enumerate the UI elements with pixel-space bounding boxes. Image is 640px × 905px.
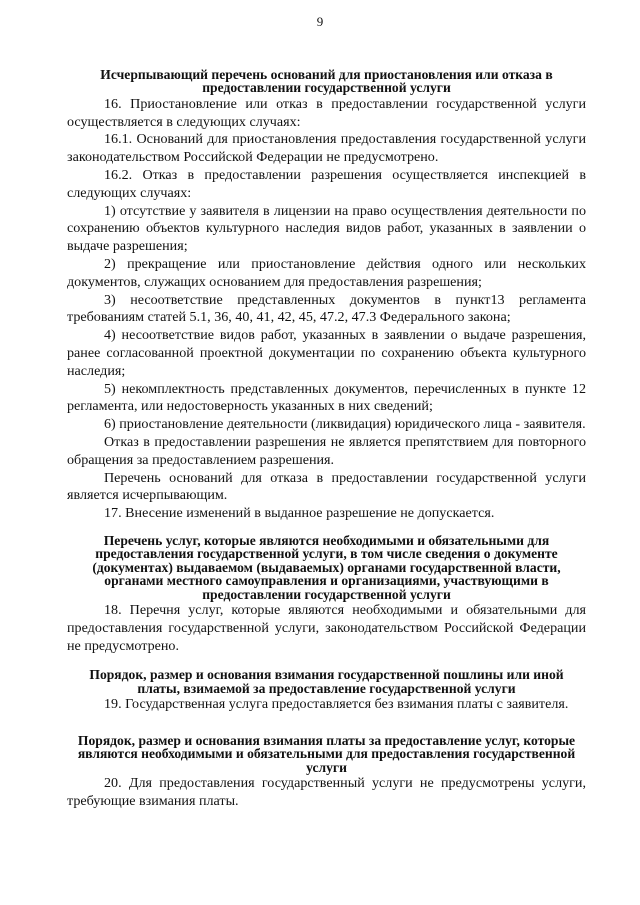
section-heading: Порядок, размер и основания взимания платы за предоставление услуг, которые являются необходимыми и обязательными для предоставления государственной услуги (77, 732, 576, 775)
page-number: 9 (316, 14, 324, 29)
paragraph: Перечень оснований для отказа в предоставлении государственной услуги является исчерпывающим. (67, 469, 586, 504)
list-item: 4) несоответствие видов работ, указанных в заявлении о выдаче разрешения, ранее согласованной проектной документации по сохранению объекта культурного наследия; (67, 327, 586, 379)
section-service-fees (67, 734, 586, 811)
paragraph: 19. Государственная услуга предоставляется без взимания платы с заявителя. (104, 696, 569, 713)
list-item: 6) приостановление деятельности (ликвидация) юридического лица - заявителя. (104, 416, 586, 433)
paragraph: 18. Перечня услуг, которые являются необходимыми и обязательными для предоставления государственной услуги, законодательством Российской Федерации не предусмотрено. (67, 601, 586, 654)
paragraph: 16.2. Отказ в предоставлении разрешения осуществляется инспекцией в следующих случаях: (67, 167, 586, 201)
list-item: 3) несоответствие представленных документов в пункт13 регламента требованиям статей 5.1, 36, 40, 41, 42, 45, 47.2, 47.3 Федерального закона; (67, 291, 586, 326)
list-item: 1) отсутствие у заявителя в лицензии на право осуществления деятельности по сохранению объектов культурного наследия видов работ, указанных в заявлении о выдаче разрешения; (67, 202, 586, 255)
section-heading: Порядок, размер и основания взимания государственной пошлины или иной платы, взимаемой за предоставление государственной услуги (89, 667, 564, 696)
section-state-fee (67, 668, 586, 714)
section-grounds-for-refusal (67, 68, 586, 523)
section-heading: Перечень услуг, которые являются необходимыми и обязательными для предоставления государственной услуги, в том числе сведения о документе (документах) выдаваемом (выдаваемых) органами государственной власти, органами местного самоуправления и организациями, участвующими в предоставлении государственной услуги (92, 532, 561, 602)
paragraph: 17. Внесение изменений в выданное разрешение не допускается. (104, 505, 495, 522)
section-required-services (67, 534, 586, 655)
list-item: 2) прекращение или приостановление действия одного или нескольких документов, служащих основанием для предоставления разрешения; (67, 255, 586, 290)
page-content (67, 68, 586, 811)
list-item: 5) некомплектность представленных документов, перечисленных в пункте 12 регламента, или недостоверность указанных в них сведений; (67, 380, 586, 415)
paragraph: 20. Для предоставления государственный услуги не предусмотрены услуги, требующие взимания платы. (67, 775, 586, 809)
paragraph: 16. Приостановление или отказ в предоставлении государственной услуги осуществляется в следующих случаях: (67, 95, 586, 130)
paragraph: 16.1. Оснований для приостановления предоставления государственной услуги законодательством Российской Федерации не предусмотрено. (67, 131, 586, 166)
section-heading: Исчерпывающий перечень оснований для приостановления или отказа в предоставлении государственной услуги (100, 67, 553, 96)
paragraph: Отказ в предоставлении разрешения не является препятствием для повторного обращения за предоставлением разрешения. (67, 433, 586, 468)
